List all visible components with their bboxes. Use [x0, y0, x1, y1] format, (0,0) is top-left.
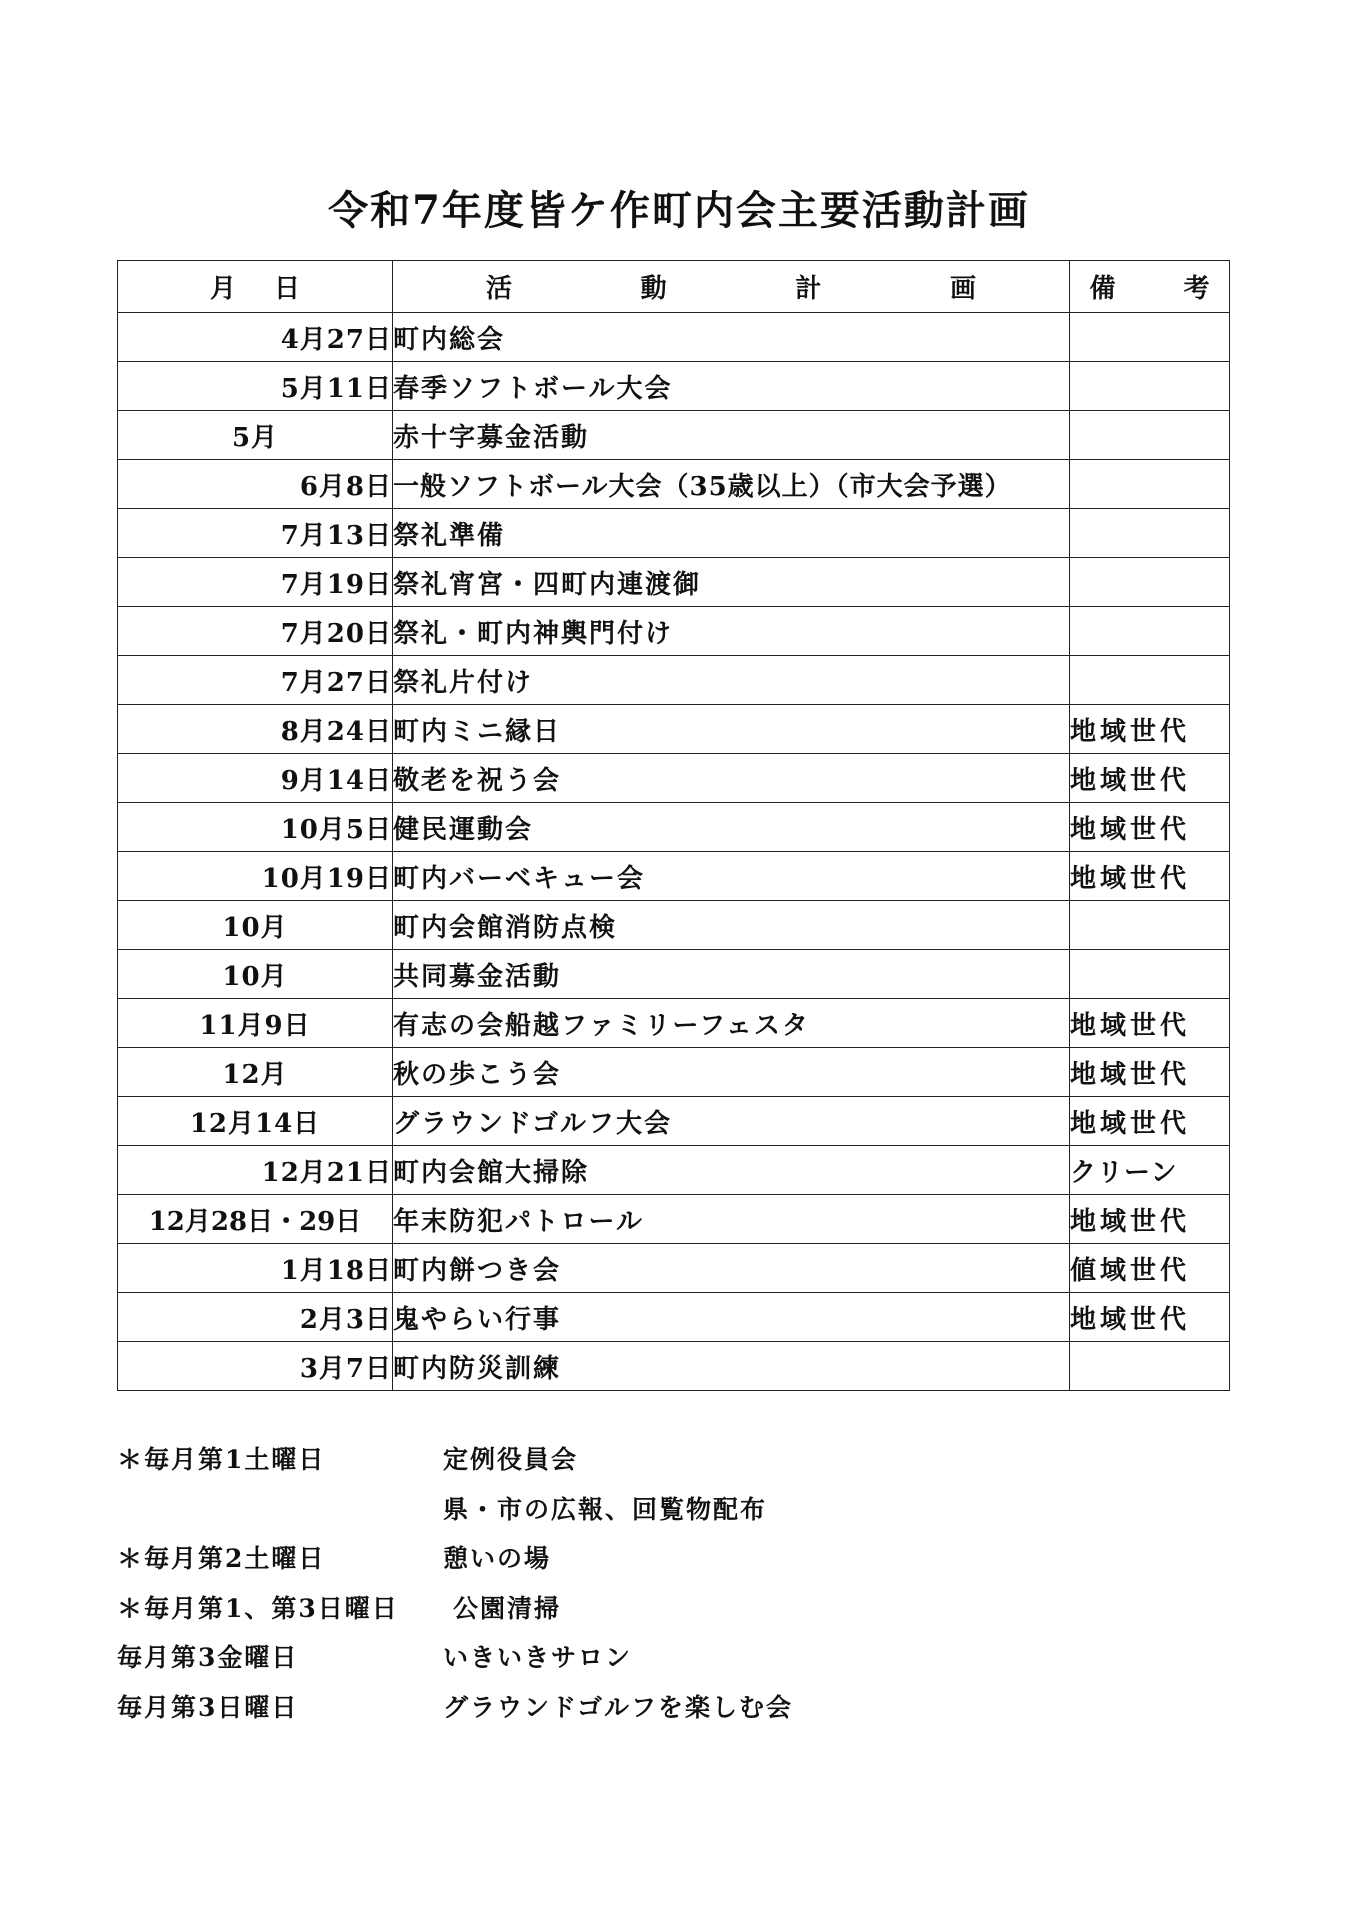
row-activity: 春季ソフトボール大会: [393, 362, 1070, 411]
table-header-row: [118, 261, 1230, 313]
row-date: 10月19日: [118, 852, 393, 901]
row-date: 5月: [118, 411, 393, 460]
row-date: 12月21日: [118, 1146, 393, 1195]
table-row: [118, 411, 1230, 460]
row-note: [1070, 558, 1230, 607]
row-note: 地域世代: [1070, 999, 1230, 1048]
row-activity: 赤十字募金活動: [393, 411, 1070, 460]
row-activity: 年末防犯パトロール: [393, 1195, 1070, 1244]
row-note: クリーン: [1070, 1146, 1230, 1195]
row-activity: 町内バーベキュー会: [393, 852, 1070, 901]
note-text: 憩いの場: [443, 1544, 552, 1573]
row-note: 地域世代: [1070, 754, 1230, 803]
row-activity: 町内ミニ縁日: [393, 705, 1070, 754]
row-date: 2月3日: [118, 1293, 393, 1342]
row-note: [1070, 901, 1230, 950]
row-date: 6月8日: [118, 460, 393, 509]
row-note: [1070, 607, 1230, 656]
row-activity: グラウンドゴルフ大会: [393, 1097, 1070, 1146]
row-date: 12月: [118, 1048, 393, 1097]
note-text: 定例役員会: [443, 1445, 579, 1474]
table-row: [118, 754, 1230, 803]
header-activity-char: 画: [949, 274, 976, 304]
row-activity: 共同募金活動: [393, 950, 1070, 999]
monthly-notes: [117, 1434, 1229, 1731]
row-date: 4月27日: [118, 313, 393, 362]
row-activity: 健民運動会: [393, 803, 1070, 852]
note-row: [117, 1682, 1229, 1732]
table-row: [118, 1244, 1230, 1293]
row-activity: 一般ソフトボール大会（35歳以上）（市大会予選）: [393, 460, 1070, 509]
table-row: [118, 558, 1230, 607]
note-text: 公園清掃: [453, 1593, 562, 1623]
row-date: 12月14日: [118, 1097, 393, 1146]
row-activity: 町内会館大掃除: [393, 1146, 1070, 1195]
note-row: [117, 1434, 1229, 1484]
header-date-month: 月: [210, 274, 237, 304]
header-note: [1070, 261, 1230, 313]
row-note: 地域世代: [1070, 1048, 1230, 1097]
note-row: [117, 1533, 1229, 1583]
table-row: [118, 1195, 1230, 1244]
row-date: 7月13日: [118, 509, 393, 558]
header-activity-char: 計: [795, 274, 822, 304]
row-activity: 祭礼・町内神輿門付け: [393, 607, 1070, 656]
note-text: 県・市の広報、回覧物配布: [443, 1494, 768, 1524]
row-note: [1070, 950, 1230, 999]
row-date: 8月24日: [118, 705, 393, 754]
row-note: [1070, 509, 1230, 558]
table-row: [118, 803, 1230, 852]
row-note: 地域世代: [1070, 852, 1230, 901]
row-activity: 町内防災訓練: [393, 1342, 1070, 1391]
header-activity-char: 活: [486, 274, 513, 304]
row-activity: 秋の歩こう会: [393, 1048, 1070, 1097]
note-row: [117, 1484, 1229, 1534]
row-date: 3月7日: [118, 1342, 393, 1391]
row-activity: 敬老を祝う会: [393, 754, 1070, 803]
row-date: 10月: [118, 950, 393, 999]
note-label: ＊毎月第1、第3日曜日: [117, 1593, 399, 1623]
row-date: 7月27日: [118, 656, 393, 705]
note-row: [117, 1632, 1229, 1682]
row-activity: 有志の会船越ファミリーフェスタ: [393, 999, 1070, 1048]
table-row: [118, 852, 1230, 901]
header-activity: [393, 261, 1070, 313]
row-note: [1070, 362, 1230, 411]
row-activity: 町内会館消防点検: [393, 901, 1070, 950]
table-row: [118, 313, 1230, 362]
row-date: 9月14日: [118, 754, 393, 803]
row-note: [1070, 1342, 1230, 1391]
table-row: [118, 1146, 1230, 1195]
row-date: 10月5日: [118, 803, 393, 852]
row-activity: 町内餅つき会: [393, 1244, 1070, 1293]
row-date: 10月: [118, 901, 393, 950]
table-row: [118, 901, 1230, 950]
table-row: [118, 1048, 1230, 1097]
table-row: [118, 607, 1230, 656]
table-row: [118, 362, 1230, 411]
header-note-char: 備: [1089, 274, 1116, 304]
row-note: 地域世代: [1070, 803, 1230, 852]
note-row: [117, 1583, 1229, 1633]
note-text: いきいきサロン: [443, 1643, 633, 1672]
row-date: 7月19日: [118, 558, 393, 607]
header-note-char: 考: [1183, 274, 1210, 304]
table-row: [118, 1293, 1230, 1342]
table-row: [118, 509, 1230, 558]
header-date: [118, 261, 393, 313]
header-activity-char: 動: [640, 274, 667, 304]
page-title: 令和7年度皆ケ作町内会主要活動計画: [328, 187, 1030, 234]
row-date: 12月28日・29日: [118, 1195, 393, 1244]
row-date: 1月18日: [118, 1244, 393, 1293]
row-activity: 祭礼宵宮・四町内連渡御: [393, 558, 1070, 607]
row-note: [1070, 411, 1230, 460]
row-activity: 町内総会: [393, 313, 1070, 362]
note-label: ＊毎月第1土曜日: [117, 1445, 326, 1474]
row-note: 地域世代: [1070, 1097, 1230, 1146]
table-row: [118, 1342, 1230, 1391]
row-activity: 祭礼片付け: [393, 656, 1070, 705]
row-activity: 祭礼準備: [393, 509, 1070, 558]
row-note: 地域世代: [1070, 1195, 1230, 1244]
row-note: 値域世代: [1070, 1244, 1230, 1293]
row-note: 地域世代: [1070, 1293, 1230, 1342]
row-note: [1070, 460, 1230, 509]
note-label: ＊毎月第2土曜日: [117, 1544, 326, 1573]
row-note: 地域世代: [1070, 705, 1230, 754]
activity-schedule-table: [117, 260, 1230, 1391]
table-row: [118, 1097, 1230, 1146]
row-note: [1070, 313, 1230, 362]
row-date: 7月20日: [118, 607, 393, 656]
note-label: 毎月第3金曜日: [117, 1643, 299, 1672]
row-date: 5月11日: [118, 362, 393, 411]
note-text: グラウンドゴルフを楽しむ会: [443, 1692, 794, 1722]
note-label: 毎月第3日曜日: [117, 1692, 299, 1722]
row-activity: 鬼やらい行事: [393, 1293, 1070, 1342]
table-row: [118, 656, 1230, 705]
table-row: [118, 950, 1230, 999]
header-date-day: 日: [273, 274, 300, 304]
table-row: [118, 999, 1230, 1048]
table-row: [118, 705, 1230, 754]
table-row: [118, 460, 1230, 509]
row-date: 11月9日: [118, 999, 393, 1048]
row-note: [1070, 656, 1230, 705]
